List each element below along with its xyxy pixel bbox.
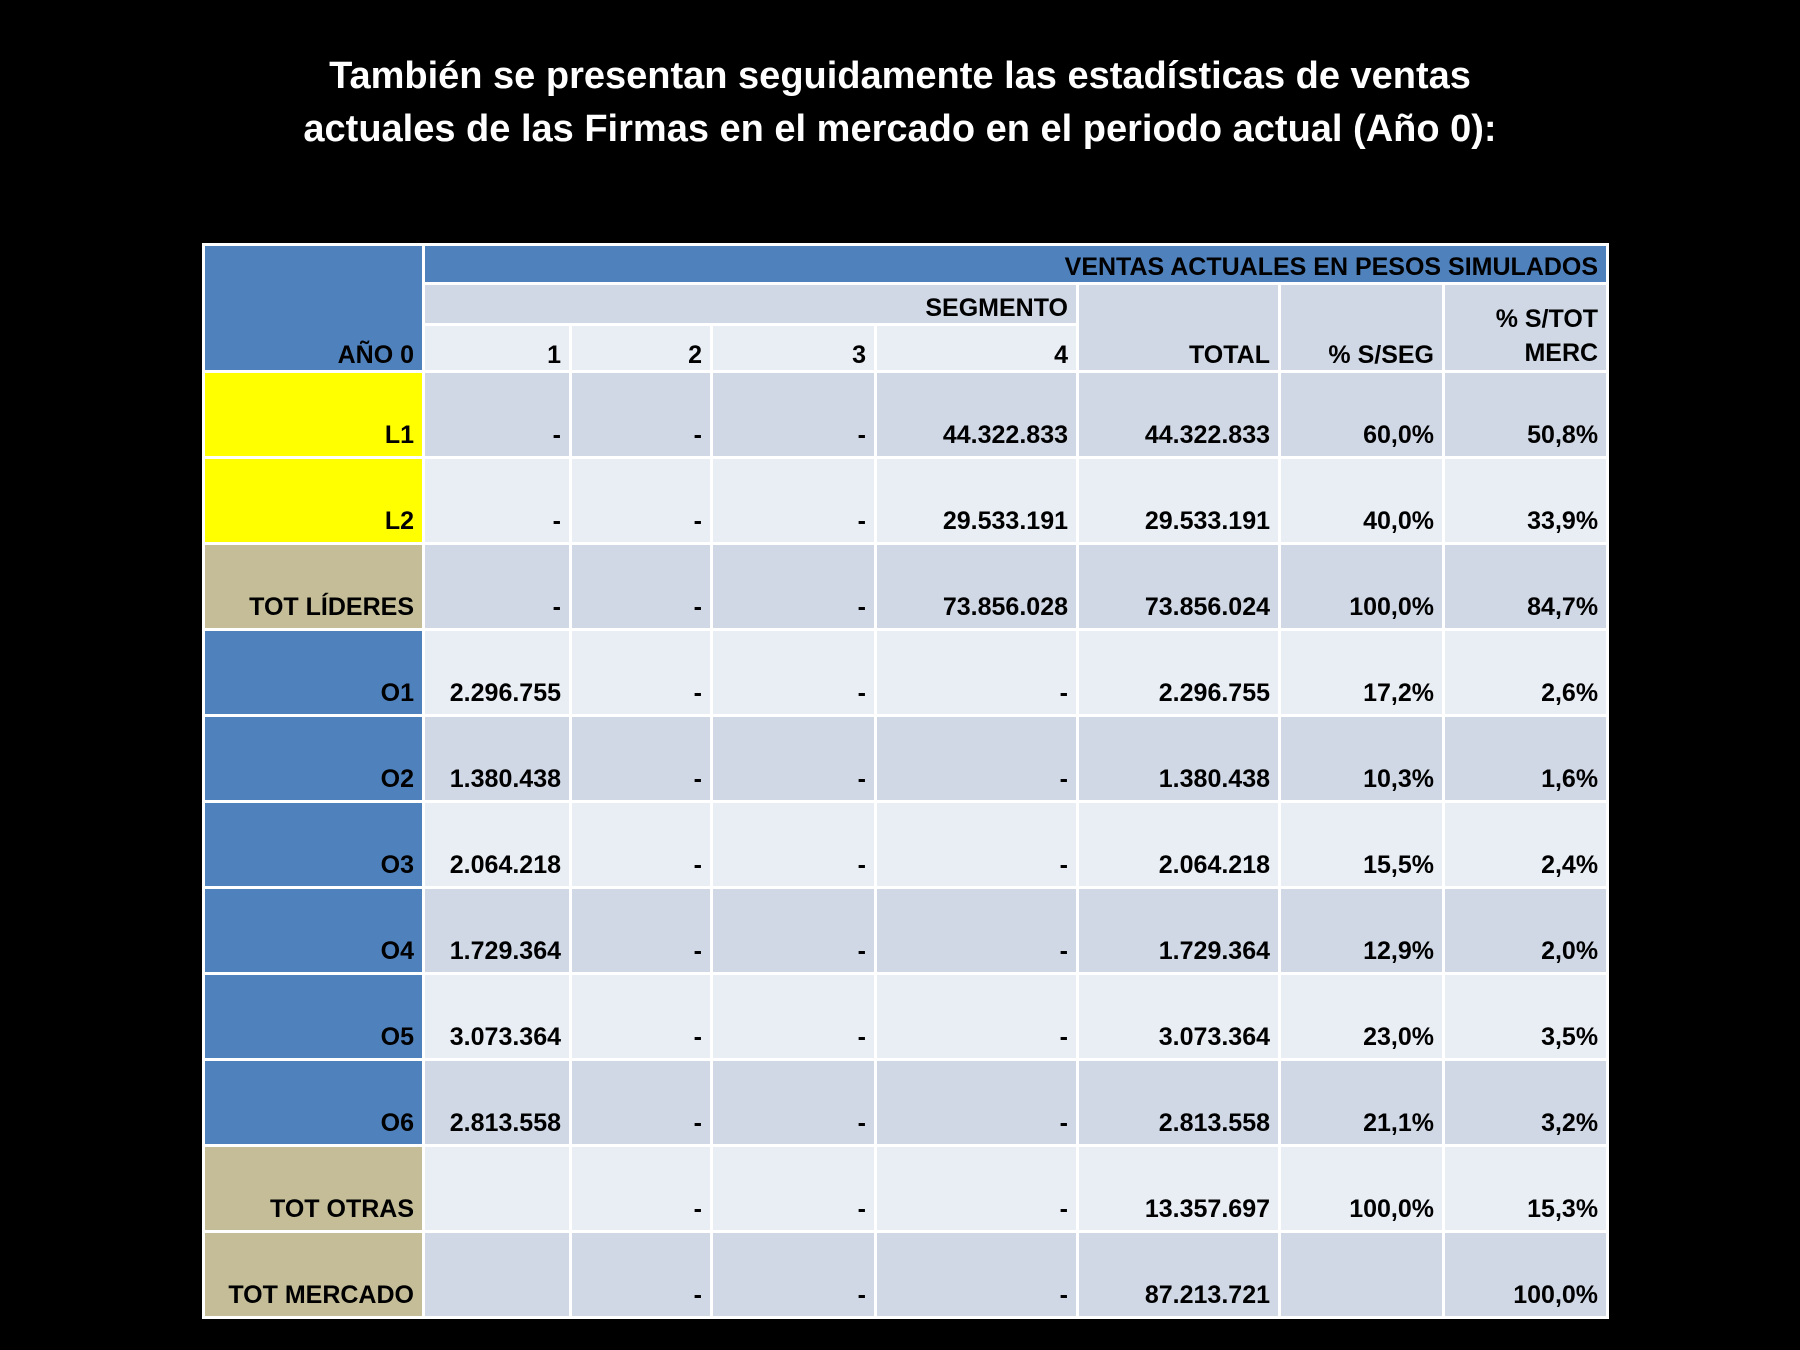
table-cell: 3.073.364 bbox=[424, 974, 571, 1060]
table-cell: - bbox=[424, 458, 571, 544]
table-cell: - bbox=[571, 802, 712, 888]
table-cell: - bbox=[571, 1146, 712, 1232]
table-cell: - bbox=[571, 974, 712, 1060]
segment-3-header: 3 bbox=[712, 325, 876, 372]
table-cell: 1.380.438 bbox=[1078, 716, 1280, 802]
table-cell: 29.533.191 bbox=[1078, 458, 1280, 544]
table-cell: 15,3% bbox=[1444, 1146, 1608, 1232]
table-cell: 1,6% bbox=[1444, 716, 1608, 802]
row-label: O3 bbox=[204, 802, 424, 888]
row-label: O1 bbox=[204, 630, 424, 716]
table-cell: - bbox=[571, 1060, 712, 1146]
table-row bbox=[204, 716, 1608, 802]
slide-title bbox=[150, 50, 1650, 156]
table-row bbox=[204, 372, 1608, 458]
table-row bbox=[204, 1146, 1608, 1232]
table-cell: 2,6% bbox=[1444, 630, 1608, 716]
table-cell: 100,0% bbox=[1280, 544, 1444, 630]
table-cell: 13.357.697 bbox=[1078, 1146, 1280, 1232]
segment-4-header: 4 bbox=[876, 325, 1078, 372]
table-cell: 21,1% bbox=[1280, 1060, 1444, 1146]
row-label: TOT MERCADO bbox=[204, 1232, 424, 1318]
segment-header: SEGMENTO bbox=[424, 284, 1078, 325]
table-cell: 40,0% bbox=[1280, 458, 1444, 544]
year-header: AÑO 0 bbox=[204, 245, 424, 372]
table-cell: 44.322.833 bbox=[1078, 372, 1280, 458]
table-cell: - bbox=[571, 1232, 712, 1318]
table-cell: - bbox=[876, 1060, 1078, 1146]
table-row bbox=[204, 1060, 1608, 1146]
table-cell: - bbox=[571, 716, 712, 802]
table-cell: 100,0% bbox=[1280, 1146, 1444, 1232]
row-label: TOT LÍDERES bbox=[204, 544, 424, 630]
table-cell: 2.064.218 bbox=[1078, 802, 1280, 888]
table-cell: 50,8% bbox=[1444, 372, 1608, 458]
row-label: O5 bbox=[204, 974, 424, 1060]
table-cell: 2.813.558 bbox=[1078, 1060, 1280, 1146]
table-cell: 2.064.218 bbox=[424, 802, 571, 888]
table-cell: - bbox=[876, 974, 1078, 1060]
table-cell: - bbox=[876, 888, 1078, 974]
table-cell: 73.856.028 bbox=[876, 544, 1078, 630]
table-cell: - bbox=[712, 802, 876, 888]
table-cell: 23,0% bbox=[1280, 974, 1444, 1060]
table-cell: - bbox=[571, 458, 712, 544]
table-cell: 10,3% bbox=[1280, 716, 1444, 802]
table-cell: 87.213.721 bbox=[1078, 1232, 1280, 1318]
table-cell: - bbox=[712, 1060, 876, 1146]
table-cell: 2.296.755 bbox=[424, 630, 571, 716]
table-cell: 29.533.191 bbox=[876, 458, 1078, 544]
table-cell: 100,0% bbox=[1444, 1232, 1608, 1318]
table-cell: - bbox=[571, 888, 712, 974]
table-cell: - bbox=[424, 372, 571, 458]
table-cell: 2,0% bbox=[1444, 888, 1608, 974]
table-row bbox=[204, 544, 1608, 630]
title-line-2: actuales de las Firmas en el mercado en el periodo actual (Año 0): bbox=[303, 108, 1497, 150]
table-cell: - bbox=[571, 372, 712, 458]
table-cell: - bbox=[712, 716, 876, 802]
pct-seg-header: % S/SEG bbox=[1280, 284, 1444, 372]
row-label: L2 bbox=[204, 458, 424, 544]
table-cell: - bbox=[876, 1232, 1078, 1318]
table-row bbox=[204, 1232, 1608, 1318]
table-cell: 1.729.364 bbox=[1078, 888, 1280, 974]
table-row bbox=[204, 630, 1608, 716]
sales-banner: VENTAS ACTUALES EN PESOS SIMULADOS bbox=[424, 245, 1608, 284]
table-cell bbox=[1280, 1232, 1444, 1318]
table-cell: - bbox=[424, 544, 571, 630]
table-cell: 3,5% bbox=[1444, 974, 1608, 1060]
row-label: TOT OTRAS bbox=[204, 1146, 424, 1232]
table-cell: - bbox=[876, 716, 1078, 802]
table-cell: 17,2% bbox=[1280, 630, 1444, 716]
table-cell: - bbox=[712, 974, 876, 1060]
table-cell: 2,4% bbox=[1444, 802, 1608, 888]
table-cell: 84,7% bbox=[1444, 544, 1608, 630]
table-cell: 1.729.364 bbox=[424, 888, 571, 974]
table-row bbox=[204, 802, 1608, 888]
table-cell: 60,0% bbox=[1280, 372, 1444, 458]
table-cell: 33,9% bbox=[1444, 458, 1608, 544]
table-cell: - bbox=[876, 802, 1078, 888]
table-cell bbox=[424, 1232, 571, 1318]
table-row bbox=[204, 974, 1608, 1060]
table-cell: 3,2% bbox=[1444, 1060, 1608, 1146]
row-label: O2 bbox=[204, 716, 424, 802]
table-cell: - bbox=[712, 458, 876, 544]
segment-1-header: 1 bbox=[424, 325, 571, 372]
segment-2-header: 2 bbox=[571, 325, 712, 372]
table-row bbox=[204, 458, 1608, 544]
table-body bbox=[204, 372, 1608, 1318]
table-cell: - bbox=[876, 630, 1078, 716]
table-cell bbox=[424, 1146, 571, 1232]
table-row bbox=[204, 888, 1608, 974]
table-cell: - bbox=[712, 630, 876, 716]
table-cell: - bbox=[712, 1146, 876, 1232]
table-cell: 15,5% bbox=[1280, 802, 1444, 888]
table-cell: 3.073.364 bbox=[1078, 974, 1280, 1060]
table-cell: - bbox=[571, 630, 712, 716]
table-cell: - bbox=[876, 1146, 1078, 1232]
pct-merc-header-line1: % S/TOT bbox=[1495, 305, 1599, 333]
sales-table bbox=[202, 243, 1609, 1319]
row-label: L1 bbox=[204, 372, 424, 458]
table-cell: - bbox=[571, 544, 712, 630]
table-cell: - bbox=[712, 888, 876, 974]
table-cell: 2.296.755 bbox=[1078, 630, 1280, 716]
table-cell: 12,9% bbox=[1280, 888, 1444, 974]
table-cell: 73.856.024 bbox=[1078, 544, 1280, 630]
row-label: O6 bbox=[204, 1060, 424, 1146]
row-label: O4 bbox=[204, 888, 424, 974]
table-cell: 44.322.833 bbox=[876, 372, 1078, 458]
table-cell: 1.380.438 bbox=[424, 716, 571, 802]
table-cell: - bbox=[712, 544, 876, 630]
title-line-1: También se presentan seguidamente las estadísticas de ventas bbox=[329, 55, 1471, 97]
pct-merc-header bbox=[1444, 284, 1608, 372]
table-cell: - bbox=[712, 1232, 876, 1318]
table-cell: - bbox=[712, 372, 876, 458]
total-header: TOTAL bbox=[1078, 284, 1280, 372]
pct-merc-header-line2: MERC bbox=[1524, 339, 1599, 367]
table-cell: 2.813.558 bbox=[424, 1060, 571, 1146]
